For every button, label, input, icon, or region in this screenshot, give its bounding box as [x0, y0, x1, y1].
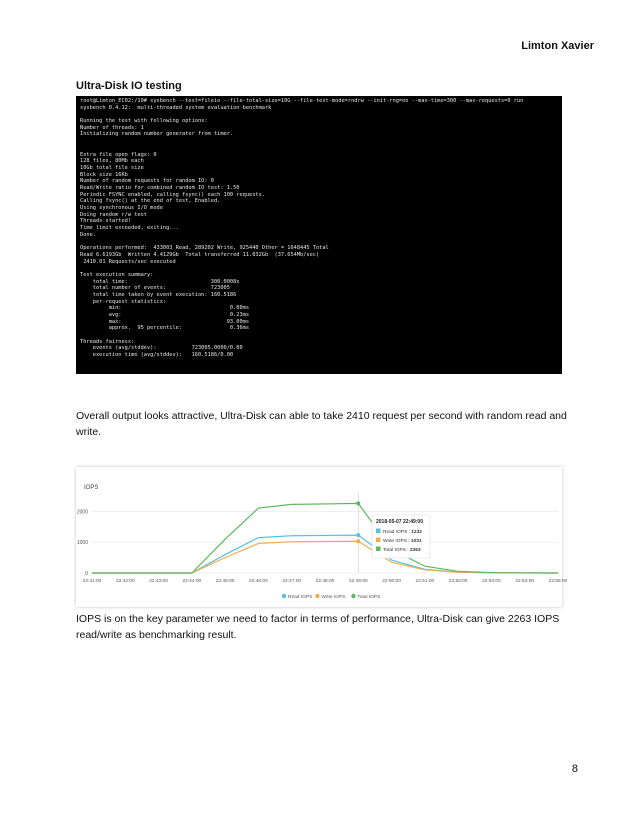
terminal-line: Read/Write ratio for combined random IO test: 1.50 — [80, 184, 240, 191]
x-tick-label: 22:49:00 — [348, 579, 368, 584]
paragraph-summary: Overall output looks attractive, Ultra-Disk can able to take 2410 request per second with random read and write. — [76, 410, 567, 438]
tooltip-row-value: 1232 — [411, 530, 422, 535]
y-tick-label: 1000 — [76, 540, 88, 547]
x-tick-label: 22:53:00 — [482, 579, 501, 584]
series-line-total-iops — [92, 503, 558, 573]
x-tick-label: 22:51:00 — [415, 579, 435, 584]
terminal-line: execution time (avg/stddev): 160.5186/0.00 — [80, 352, 234, 359]
tooltip-row — [383, 538, 422, 544]
terminal-line: Running the test with following options: — [80, 118, 208, 125]
terminal-line: sysbench 0.4.12: multi-threaded system evaluation benchmark — [80, 104, 272, 111]
terminal-line: Calling fsync() at the end of test, Enabled. — [80, 198, 221, 205]
iops-chart-svg — [76, 467, 568, 607]
chart-title: IOPS — [84, 485, 99, 491]
legend-label: Read IOPS — [288, 595, 313, 600]
terminal-line: Read 6.6193Gb Written 4.4129Gb Total transferred 11.032Gb (37.654Mb/sec) — [80, 251, 320, 258]
terminal-line: total number of events: 723005 — [80, 285, 230, 292]
y-tick-label: 0 — [85, 571, 88, 577]
terminal-line: Periodic FSYNC enabled, calling fsync() each 100 requests. — [80, 191, 265, 198]
x-tick-label: 22:50:00 — [382, 579, 401, 584]
x-tick-label: 22:44:00 — [182, 579, 202, 584]
series-line-read-iops — [92, 535, 558, 573]
x-tick-label: 22:55:00 — [548, 579, 568, 584]
tooltip-swatch — [376, 547, 381, 552]
tooltip-row-value: 1031 — [410, 539, 422, 544]
legend-marker — [351, 594, 355, 598]
tooltip-timestamp: 2018-05-07 22:49:00 — [376, 519, 423, 525]
terminal-line: 2410.01 Requests/sec executed — [80, 258, 176, 265]
x-tick-label: 22:52:00 — [448, 579, 468, 584]
x-tick-label: 22:41:00 — [82, 579, 102, 584]
page-number: 8 — [571, 763, 578, 775]
tooltip-swatch — [376, 529, 381, 534]
terminal-line: approx. 95 percentile: 0.36ms — [80, 325, 250, 332]
tooltip-row-label: Total IOPS : — [383, 548, 410, 553]
tooltip-row-label: Read IOPS : — [383, 530, 412, 535]
paragraph-iops: IOPS is on the key parameter we need to factor in terms of performance, Ultra-Disk can give 2263 IOPS read/write as benchmarking result. — [76, 613, 560, 641]
terminal-line: Done. — [80, 231, 96, 238]
tooltip-swatch — [376, 538, 381, 543]
x-tick-label: 22:45:00 — [215, 579, 235, 584]
terminal-line: Using synchronous I/O mode — [80, 205, 163, 211]
legend-marker — [282, 594, 286, 598]
terminal-line: Time limit exceeded, exiting... — [80, 225, 179, 232]
terminal-line — [80, 138, 558, 145]
iops-chart — [76, 467, 568, 607]
terminal-line: per-request statistics: — [80, 298, 167, 305]
section-title: Ultra-Disk IO testing — [76, 80, 182, 92]
tooltip-row — [383, 529, 422, 535]
terminal-line: Test execution summary: — [80, 271, 154, 278]
terminal-line — [80, 265, 558, 272]
terminal-line: Number of random requests for random IO: 0 — [80, 178, 214, 185]
x-tick-label: 22:47:00 — [282, 579, 302, 584]
terminal-line — [80, 332, 558, 339]
x-tick-label: 22:54:00 — [515, 579, 535, 584]
terminal-line: Extra file open flags: 0 — [80, 151, 157, 158]
x-tick-label: 22:43:00 — [149, 579, 168, 584]
terminal-line — [80, 238, 558, 245]
legend-label: Total IOPS — [357, 595, 381, 600]
series-point-read-iops — [356, 533, 360, 537]
x-tick-label: 22:48:00 — [315, 579, 335, 584]
terminal-line: root@Limton_EC02:/10# sysbench --test=fileio --file-total-size=10G --file-test-mode=rndrw --init-rng=on --max-time=300 --max-requests=0 run — [80, 98, 524, 104]
terminal-line: Doing random r/w test — [80, 211, 147, 218]
terminal-line: 10Gb total file size — [80, 164, 144, 171]
x-tick-label: 22:46:00 — [249, 579, 268, 584]
tooltip-row — [383, 547, 421, 553]
terminal-output — [76, 96, 562, 374]
terminal-line: Threads fairness: — [80, 338, 135, 345]
series-line-write-iops — [92, 541, 558, 573]
terminal-line: total time taken by event execution: 160.5186 — [80, 291, 237, 298]
terminal-line: Number of threads: 1 — [80, 124, 144, 131]
header-author: Limton Xavier — [521, 40, 594, 52]
series-point-write-iops — [356, 539, 360, 543]
terminal-line: events (avg/stddev): 723005.0000/0.00 — [80, 345, 243, 352]
terminal-line: Operations performed: 433003 Read, 289202 Write, 925440 Other = 1648445 Total — [80, 245, 329, 252]
tooltip-row-value: 2263 — [409, 548, 421, 553]
terminal-line: avg: 0.23ms — [80, 312, 250, 318]
tooltip-row-label: Write IOPS : — [383, 539, 411, 544]
terminal-line: 128 files, 80Mb each — [80, 158, 144, 165]
legend-label: Write IOPS — [321, 595, 346, 600]
legend-marker — [315, 594, 319, 598]
terminal-line — [80, 145, 558, 152]
x-tick-label: 22:42:00 — [115, 579, 135, 584]
series-point-total-iops — [356, 501, 360, 505]
y-tick-label: 2000 — [76, 509, 88, 516]
terminal-line: Block size 16Kb — [80, 171, 128, 178]
terminal-line: total time: 300.0008s — [80, 278, 240, 285]
terminal-line: max: 93.00ms — [80, 318, 250, 325]
terminal-line: Threads started! — [80, 218, 132, 225]
terminal-line — [80, 111, 558, 118]
terminal-line: min: 0.00ms — [80, 305, 250, 312]
terminal-line: Initializing random number generator from timer. — [80, 131, 234, 138]
